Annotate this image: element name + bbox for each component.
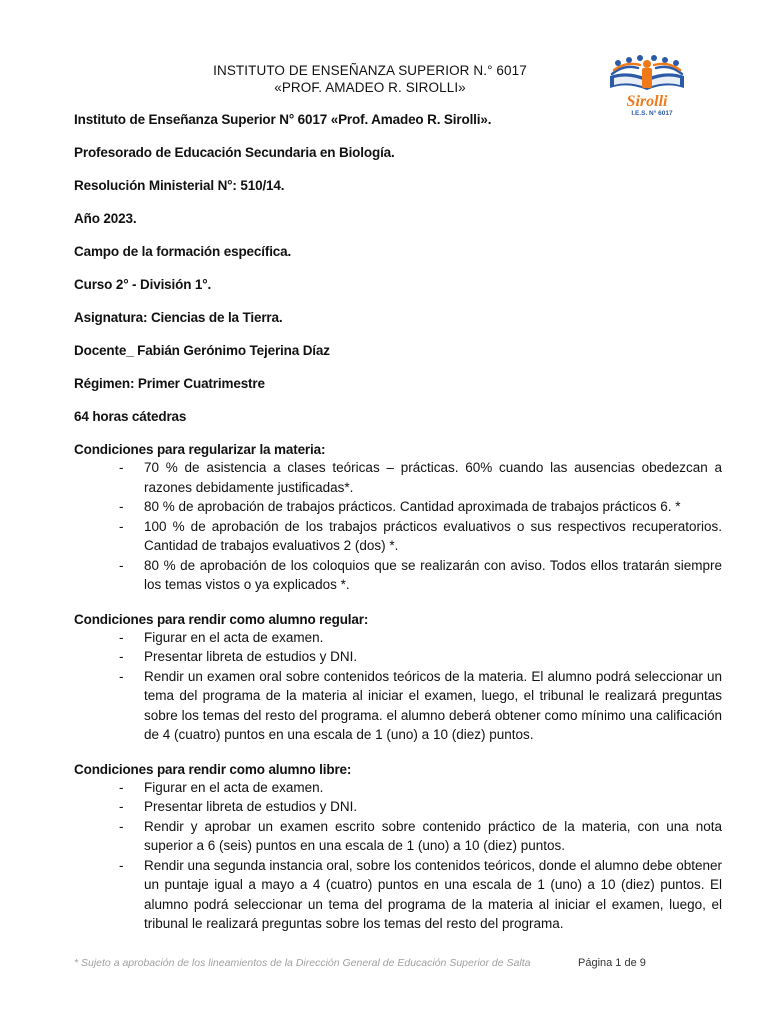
bullet-dash: - xyxy=(119,518,124,534)
list-item xyxy=(74,817,722,856)
info-institute: Instituto de Enseñanza Superior N° 6017 «Prof. Amadeo R. Sirolli». xyxy=(74,112,492,127)
logo-subtext: I.E.S. N° 6017 xyxy=(631,110,673,117)
info-regime: Régimen: Primer Cuatrimestre xyxy=(74,376,265,391)
list-item xyxy=(74,458,722,497)
list-item-text: Rendir una segunda instancia oral, sobre los contenidos teóricos, donde el alumno debe obtener un puntaje igual a mayo a 4 (cuatro) puntos en una escala de 1 (uno) a 10 (diez) puntos. El alumno podrá seleccionar un tema del programa de la materia al iniciar el examen, luego, el tribunal le realizará preguntas sobre los temas del resto del programa. xyxy=(144,857,722,931)
conditions-list xyxy=(74,628,722,745)
list-item-text: Figurar en el acta de examen. xyxy=(144,629,324,645)
list-item-text: 70 % de asistencia a clases teóricas – prácticas. 60% cuando las ausencias obedezcan a razones debidamente justificadas*. xyxy=(144,460,722,495)
info-teacher: Docente_ Fabián Gerónimo Tejerina Díaz xyxy=(74,343,330,358)
info-course: Curso 2° - División 1°. xyxy=(74,277,212,292)
bullet-dash: - xyxy=(119,557,124,573)
list-item-text: Figurar en el acta de examen. xyxy=(144,779,324,795)
list-item xyxy=(74,778,722,798)
page-number: Página 1 de 9 xyxy=(578,957,646,969)
bullet-dash: - xyxy=(119,629,124,645)
footer-note: * Sujeto a aprobación de los lineamientos de la Dirección General de Educación Superior de Salta xyxy=(74,957,531,969)
bullet-dash: - xyxy=(119,818,124,834)
header-institute-name: INSTITUTO DE ENSEÑANZA SUPERIOR N.° 6017 xyxy=(213,63,527,78)
list-item xyxy=(74,667,722,745)
list-item-text: Rendir y aprobar un examen escrito sobre contenido práctico de la materia, con una nota superior a 6 (seis) puntos en una escala de 1 (uno) a 10 (diez) puntos. xyxy=(144,818,722,853)
list-item-text: Rendir un examen oral sobre contenidos teóricos de la materia. El alumno podrá seleccionar un tema del programa de la materia al iniciar el examen, luego, el tribunal le realizará preguntas sobre los temas del resto del programa. el alumno deberá obtener como mínimo una calificación de 4 (cuatro) puntos en una escala de 1 (uno) a 10 (diez) puntos. xyxy=(144,668,722,742)
list-item xyxy=(74,556,722,595)
list-item xyxy=(74,856,722,934)
bullet-dash: - xyxy=(119,668,124,684)
section-regularizar xyxy=(74,441,722,595)
list-item xyxy=(74,647,722,667)
conditions-list xyxy=(74,458,722,595)
bullet-dash: - xyxy=(119,499,124,514)
list-item-text: 100 % de aprobación de los trabajos prácticos evaluativos o sus respectivos recuperatorios. Cantidad de trabajos evaluativos 2 (dos) *. xyxy=(144,518,722,553)
document-body xyxy=(74,111,722,950)
info-year: Año 2023. xyxy=(74,211,137,226)
section-alumno-libre xyxy=(74,761,722,934)
info-subject: Asignatura: Ciencias de la Tierra. xyxy=(74,310,283,325)
info-field: Campo de la formación específica. xyxy=(74,244,292,259)
bullet-dash: - xyxy=(119,799,124,814)
info-hours: 64 horas cátedras xyxy=(74,409,187,424)
list-item xyxy=(74,517,722,556)
section-title: Condiciones para rendir como alumno libre: xyxy=(74,761,352,777)
bullet-dash: - xyxy=(119,779,124,795)
info-resolution: Resolución Ministerial N°: 510/14. xyxy=(74,178,285,193)
bullet-dash: - xyxy=(119,460,124,475)
section-title: Condiciones para regularizar la materia: xyxy=(74,442,326,457)
header-institute-subtitle: «PROF. AMADEO R. SIROLLI» xyxy=(274,80,466,95)
bullet-dash: - xyxy=(119,649,124,664)
list-item xyxy=(74,628,722,648)
list-item xyxy=(74,497,722,517)
section-alumno-regular xyxy=(74,611,722,745)
list-item-text: Presentar libreta de estudios y DNI. xyxy=(144,649,358,664)
logo-wordmark: Sirolli xyxy=(626,93,668,110)
list-item xyxy=(74,797,722,817)
list-item-text: 80 % de aprobación de los coloquios que se realizarán con aviso. Todos ellos tratarán siempre los temas vistos o ya explicados *. xyxy=(144,557,722,592)
bullet-dash: - xyxy=(119,857,124,873)
section-title: Condiciones para rendir como alumno regular: xyxy=(74,611,369,627)
list-item-text: 80 % de aprobación de trabajos prácticos. Cantidad aproximada de trabajos prácticos 6. * xyxy=(144,499,681,514)
info-career: Profesorado de Educación Secundaria en Biología. xyxy=(74,145,395,160)
list-item-text: Presentar libreta de estudios y DNI. xyxy=(144,799,358,814)
document-header xyxy=(170,62,570,96)
conditions-list xyxy=(74,778,722,934)
open-book-logo-icon xyxy=(604,54,690,118)
